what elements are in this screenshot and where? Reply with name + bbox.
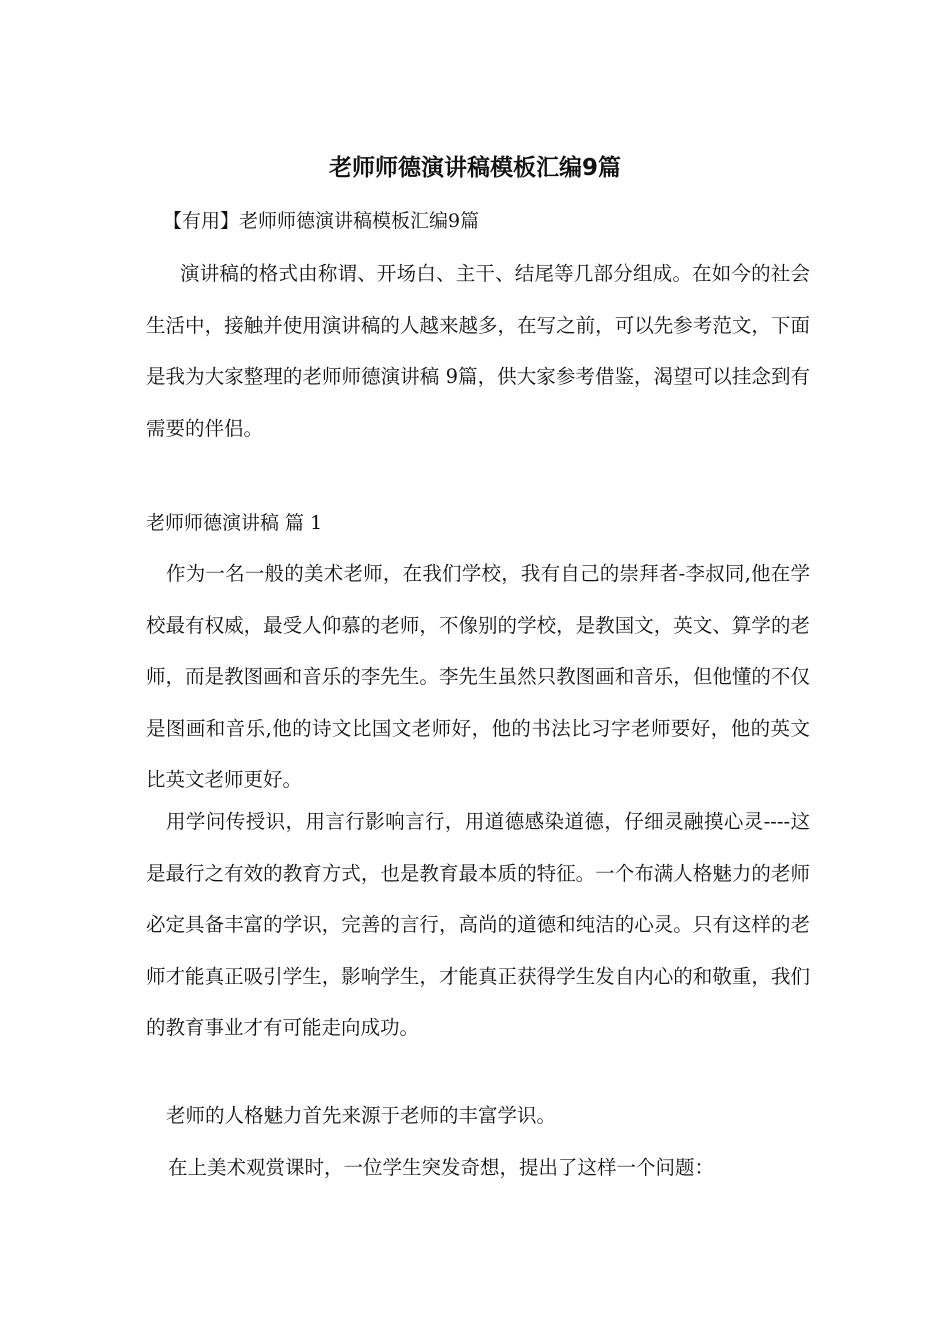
body-paragraph: 作为一名一般的美术老师，在我们学校，我有自己的崇拜者-李叔同,他在学校最有权威，最受人仰慕的老师，不像别的学校，是教国文，英文、算学的老师，而是教图画和音乐的李先生。李先生虽然只教图画和音乐，但他懂的不仅是图画和音乐,他的诗文比国文老师好，他的书法比习字老师要好，他的英文比英文老师更好。 bbox=[146, 562, 810, 791]
body-paragraph: 老师的人格魅力首先来源于老师的丰富学识。 bbox=[166, 1104, 557, 1127]
document-subtitle: 【有用】老师师德演讲稿模板汇编9篇 bbox=[163, 210, 480, 232]
body-paragraph: 用学问传授识，用言行影响言行，用道德感染道德，仔细灵融摸心灵----这是最行之有效的教育方式，也是教育最本质的特征。一个布满人格魅力的老师必定具备丰富的学识，完善的言行，高尚的道德和纯洁的心灵。只有这样的老师才能真正吸引学生，影响学生，才能真正获得学生发自内心的和敬重，我们的教育事业才有可能走向成功。 bbox=[146, 810, 810, 1039]
document-title: 老师师德演讲稿模板汇编9篇 bbox=[328, 155, 621, 181]
section-heading: 老师师德演讲稿 篇 1 bbox=[146, 512, 323, 534]
body-paragraph: 在上美术观赏课时，一位学生突发奇想，提出了这样一个问题： bbox=[168, 1156, 715, 1179]
intro-paragraph: 演讲稿的格式由称谓、开场白、主干、结尾等几部分组成。在如今的社会生活中，接触并使用演讲稿的人越来越多，在写之前，可以先参考范文，下面是我为大家整理的老师师德演讲稿 9篇，供大家参考借鉴，渴望可以挂念到有需要的伴侣。 bbox=[146, 262, 810, 440]
